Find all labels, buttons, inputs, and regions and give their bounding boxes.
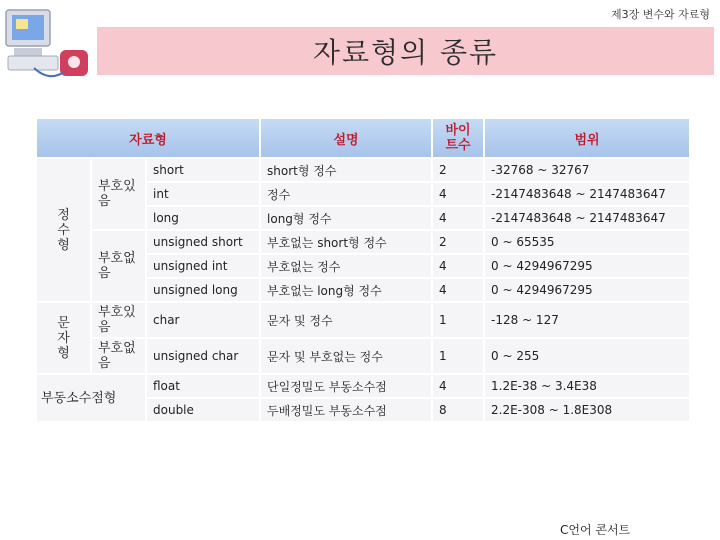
type-cell: int [146,182,260,206]
desc-cell: short형 정수 [260,158,432,182]
table-row [36,230,690,254]
group-integer-signed: 부호있음 [91,158,146,230]
table-row [36,302,690,338]
desc-cell: 정수 [260,182,432,206]
data-type-table [36,118,690,422]
header-type: 자료형 [36,118,260,158]
group-char-unsigned: 부호없음 [91,338,146,374]
range-cell: 2.2E-308 ~ 1.8E308 [484,398,690,422]
type-cell: unsigned char [146,338,260,374]
bytes-cell: 4 [432,182,484,206]
group-integer: 정 수 형 [36,158,91,302]
type-cell: double [146,398,260,422]
desc-cell: 부호없는 long형 정수 [260,278,432,302]
type-cell: unsigned short [146,230,260,254]
group-char: 문 자 형 [36,302,91,374]
range-cell: 0 ~ 65535 [484,230,690,254]
bytes-cell: 4 [432,206,484,230]
table-header-row [36,118,690,158]
type-cell: unsigned int [146,254,260,278]
bytes-cell: 2 [432,230,484,254]
chapter-label: 제3장 변수와 자료형 [611,8,710,21]
type-cell: unsigned long [146,278,260,302]
range-cell: -2147483648 ~ 2147483647 [484,206,690,230]
desc-cell: 문자 및 정수 [260,302,432,338]
desc-cell: 두배정밀도 부동소수점 [260,398,432,422]
footer-label: C언어 콘서트 [560,523,631,537]
desc-cell: long형 정수 [260,206,432,230]
table-row [36,374,690,398]
range-cell: -2147483648 ~ 2147483647 [484,182,690,206]
bytes-cell: 1 [432,302,484,338]
slide-title: 자료형의 종류 [312,36,499,69]
desc-cell: 부호없는 short형 정수 [260,230,432,254]
range-cell: -32768 ~ 32767 [484,158,690,182]
range-cell: 0 ~ 4294967295 [484,278,690,302]
computer-logo-icon [4,6,94,86]
header-range: 범위 [484,118,690,158]
range-cell: 0 ~ 4294967295 [484,254,690,278]
bytes-cell: 2 [432,158,484,182]
range-cell: -128 ~ 127 [484,302,690,338]
desc-cell: 단일정밀도 부동소수점 [260,374,432,398]
bytes-cell: 1 [432,338,484,374]
table-row [36,338,690,374]
range-cell: 1.2E-38 ~ 3.4E38 [484,374,690,398]
group-float: 부동소수점형 [36,374,146,422]
desc-cell: 문자 및 부호없는 정수 [260,338,432,374]
group-char-signed: 부호있음 [91,302,146,338]
type-cell: long [146,206,260,230]
header-bytes: 바이트수 [432,118,484,158]
type-cell: short [146,158,260,182]
header-desc: 설명 [260,118,432,158]
bytes-cell: 4 [432,254,484,278]
type-cell: char [146,302,260,338]
bytes-cell: 4 [432,278,484,302]
slide-title-box [97,27,714,75]
bytes-cell: 4 [432,374,484,398]
group-integer-unsigned: 부호없음 [91,230,146,302]
bytes-cell: 8 [432,398,484,422]
table-row [36,158,690,182]
range-cell: 0 ~ 255 [484,338,690,374]
desc-cell: 부호없는 정수 [260,254,432,278]
type-cell: float [146,374,260,398]
